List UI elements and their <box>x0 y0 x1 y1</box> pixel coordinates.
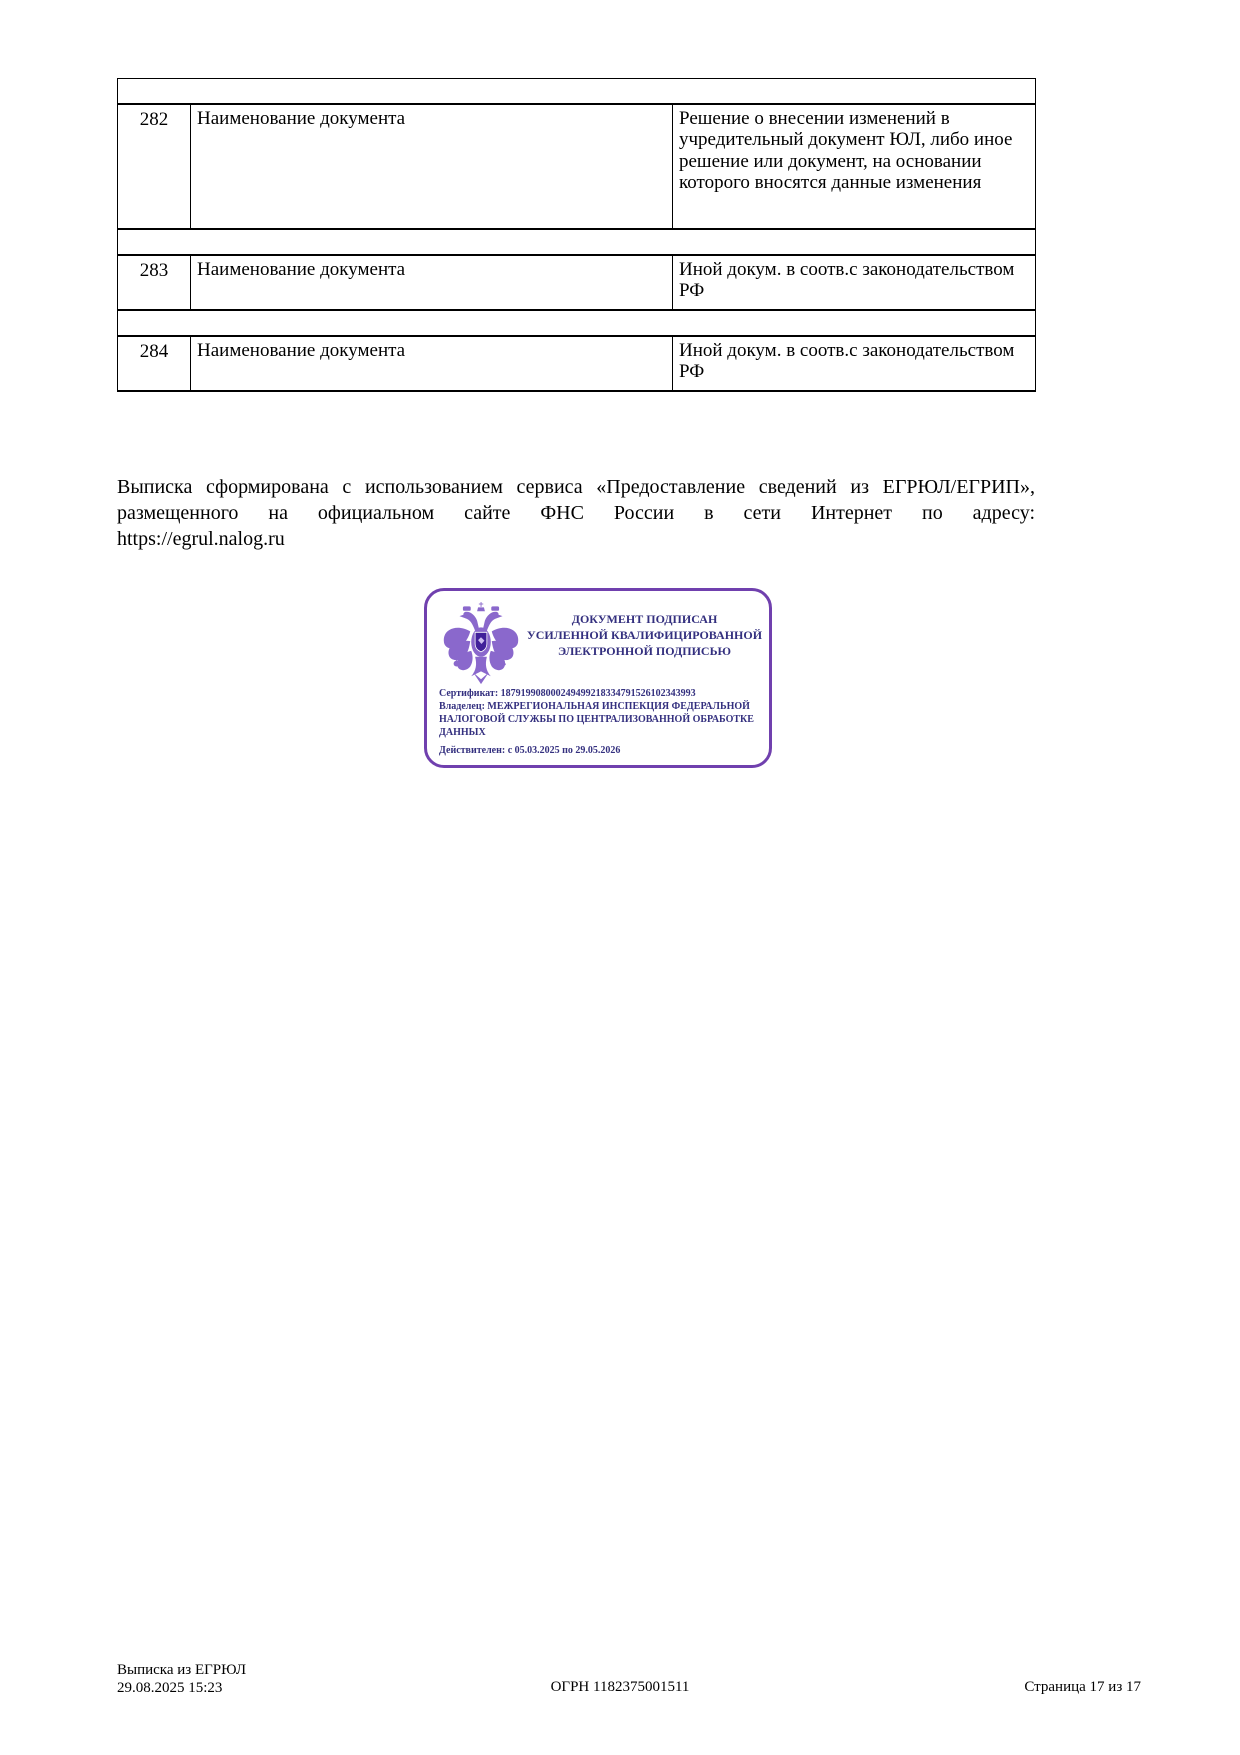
row-value-cell: Иной докум. в соотв.с законодательством РФ <box>673 255 1036 310</box>
stamp-title <box>525 611 764 659</box>
stamp-title-line: ЭЛЕКТРОННОЙ ПОДПИСЬЮ <box>557 644 732 658</box>
footer-doc-type: Выписка из ЕГРЮЛ <box>117 1662 246 1678</box>
certificate-label: Сертификат: <box>439 688 501 699</box>
row-number-cell: 284 <box>118 336 191 391</box>
row-number-cell: 283 <box>118 255 191 310</box>
stamp-title-line: ДОКУМЕНТ ПОДПИСАН <box>571 612 718 626</box>
row-value-cell: Решение о внесении изменений в учредительный документ ЮЛ, либо иное решение или документ, на основании которого вносятся данные изменения <box>673 104 1036 229</box>
document-records-table <box>117 78 1036 392</box>
footer-datetime: 29.08.2025 15:23 <box>117 1680 223 1696</box>
table-row <box>118 336 1036 391</box>
spacer-cell <box>118 229 1036 255</box>
spacer-cell <box>118 79 1036 105</box>
row-label-cell: Наименование документа <box>191 336 673 391</box>
owner-line <box>439 700 763 739</box>
table-spacer-row <box>118 310 1036 336</box>
row-label-cell: Наименование документа <box>191 104 673 229</box>
footer-ogrn: ОГРН 1182375001511 <box>550 1679 690 1695</box>
validity-label: Действителен: <box>439 745 508 756</box>
table-spacer-row <box>118 229 1036 255</box>
owner-value: МЕЖРЕГИОНАЛЬНАЯ ИНСПЕКЦИЯ ФЕДЕРАЛЬНОЙ НАЛОГОВОЙ СЛУЖБЫ ПО ЦЕНТРАЛИЗОВАННОЙ ОБРАБОТКЕ ДАННЫХ <box>439 701 754 738</box>
service-note: Выписка сформирована с использованием сервиса «Предоставление сведений из ЕГРЮЛ/ЕГРИП», размещенного на официальном сайте ФНС России в сети Интернет по адресу: https://egrul.nalog.ru <box>117 476 1035 550</box>
stamp-info <box>439 687 763 757</box>
table-spacer-row <box>118 79 1036 105</box>
validity-line <box>439 744 763 757</box>
double-headed-eagle-icon <box>437 601 525 691</box>
spacer-cell <box>118 310 1036 336</box>
signature-stamp <box>424 588 772 768</box>
validity-value: с 05.03.2025 по 29.05.2026 <box>507 745 621 756</box>
owner-label: Владелец: <box>439 701 488 712</box>
footer-page-number: Страница 17 из 17 <box>1024 1679 1141 1695</box>
row-label-cell: Наименование документа <box>191 255 673 310</box>
table-row <box>118 255 1036 310</box>
stamp-title-line: УСИЛЕННОЙ КВАЛИФИЦИРОВАННОЙ <box>526 628 763 642</box>
certificate-value: 187919908000249499218334791526102343993 <box>500 688 696 699</box>
table-row <box>118 104 1036 229</box>
row-value-cell: Иной докум. в соотв.с законодательством РФ <box>673 336 1036 391</box>
certificate-line <box>439 687 763 700</box>
row-number-cell: 282 <box>118 104 191 229</box>
